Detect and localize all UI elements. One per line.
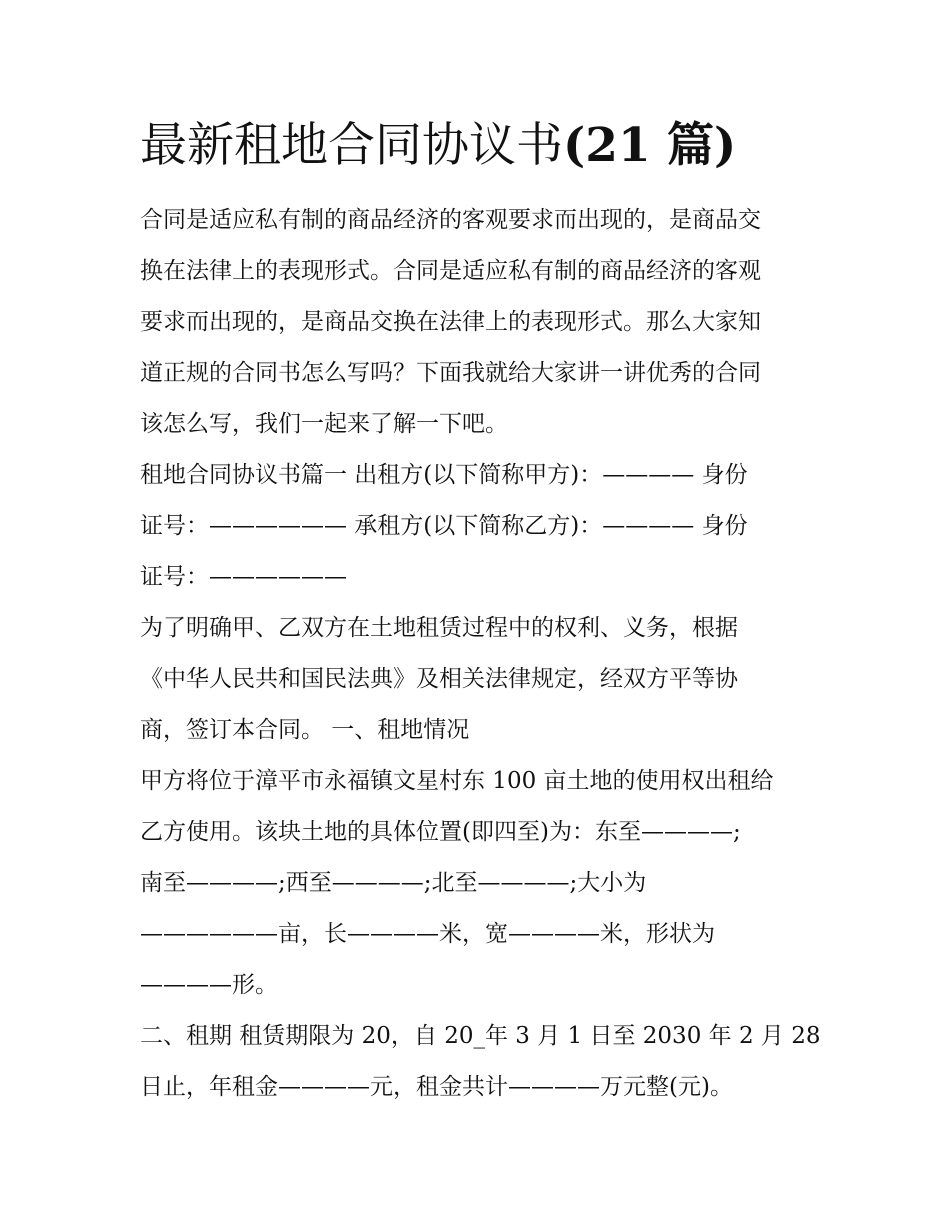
- body-line: 甲方将位于漳平市永福镇文星村东 100 亩土地的使用权出租给: [140, 768, 774, 794]
- body-line: 该怎么写，我们一起来了解一下吧。: [140, 411, 508, 437]
- body-line: 要求而出现的，是商品交换在法律上的表现形式。那么大家知: [140, 309, 761, 335]
- body-line: 乙方使用。该块土地的具体位置(即四至)为：东至————;: [140, 819, 741, 845]
- body-line: 道正规的合同书怎么写吗？下面我就给大家讲一讲优秀的合同: [140, 360, 761, 386]
- body-line: 日止，年租金————元，租金共计————万元整(元)。: [140, 1074, 733, 1100]
- body-line: ————形。: [140, 972, 278, 998]
- title-suffix: (21 篇): [563, 118, 737, 173]
- body-line: 商，签订本合同。 一、租地情况: [140, 717, 470, 743]
- title-main: 最新租地合同协议书: [140, 118, 563, 173]
- body-line: ——————亩，长————米，宽————米，形状为: [140, 921, 715, 947]
- body-line: 二、租期 租赁期限为 20，自 20_年 3 月 1 日至 2030 年 2 月 28: [140, 1023, 821, 1049]
- body-line: 合同是适应私有制的商品经济的客观要求而出现的，是商品交: [140, 207, 761, 233]
- document-title: [140, 116, 736, 176]
- body-line: 证号：——————: [140, 564, 347, 590]
- body-line: 南至————;西至————;北至————;大小为: [140, 870, 647, 896]
- body-line: 换在法律上的表现形式。合同是适应私有制的商品经济的客观: [140, 258, 761, 284]
- body-line: 《中华人民共和国民法典》及相关法律规定，经双方平等协: [140, 666, 738, 692]
- body-line: 为了明确甲、乙双方在土地租赁过程中的权利、义务，根据: [140, 615, 738, 641]
- body-line: 证号：—————— 承租方(以下简称乙方)：———— 身份: [140, 513, 748, 539]
- body-line: 租地合同协议书篇一 出租方(以下简称甲方)：———— 身份: [140, 462, 748, 488]
